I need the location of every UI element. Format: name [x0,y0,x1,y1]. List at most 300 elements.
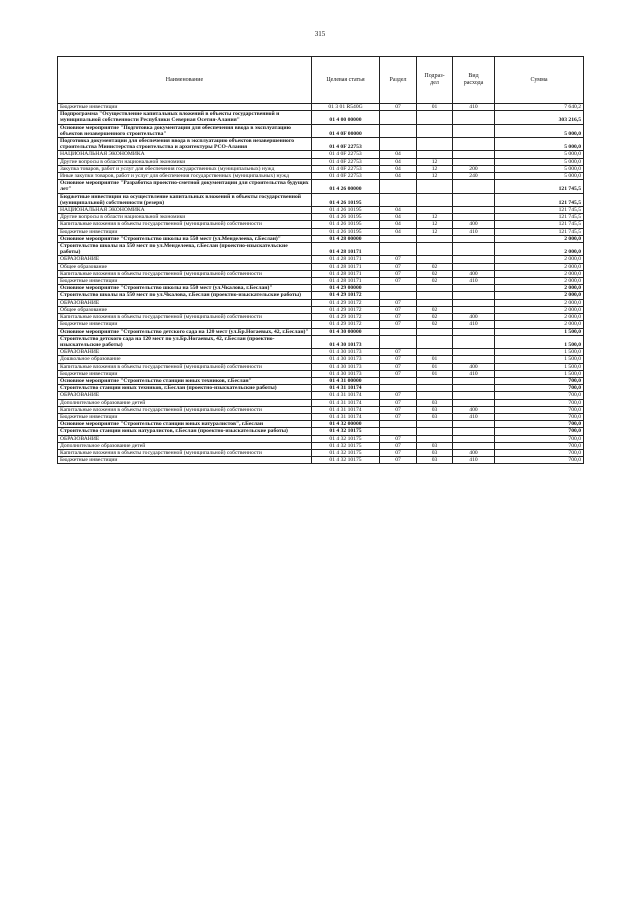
cell-expense-type: 410 [453,104,495,111]
cell-name: Другие вопросы в области национальной экономики [58,214,312,221]
cell-subsection [417,207,453,214]
cell-target-code: 01 4 0F 22753 [312,165,380,172]
cell-name: Другие вопросы в области национальной экономики [58,158,312,165]
cell-target-code: 01 4 30 10173 [312,349,380,356]
cell-name: Строительство школы на 550 мест по ул.Чкалова, г.Беслан (проектно-изыскательские работы) [58,292,312,299]
cell-target-code: 01 4 26 10195 [312,214,380,221]
cell-expense-type [453,207,495,214]
cell-section [380,385,417,392]
cell-name: Бюджетные инвестиции [58,370,312,377]
cell-expense-type [453,435,495,442]
cell-sum: 1 500,0 [495,349,584,356]
cell-expense-type [453,428,495,435]
cell-expense-type [453,356,495,363]
cell-sum: 2 000,0 [495,285,584,292]
cell-subsection [417,377,453,384]
cell-target-code: 01 3 01 R540G [312,104,380,111]
table-body [58,104,584,464]
cell-target-code: 01 4 00 00000 [312,111,380,124]
cell-section: 07 [380,278,417,285]
cell-name: Основное мероприятие "Строительство станции юных техников, г.Беслан" [58,377,312,384]
cell-expense-type [453,235,495,242]
cell-expense-type [453,111,495,124]
cell-section: 04 [380,207,417,214]
cell-target-code: 01 4 26 00000 [312,180,380,193]
cell-target-code: 01 4 29 10172 [312,321,380,328]
cell-section [380,328,417,335]
cell-expense-type: 400 [453,406,495,413]
cell-subsection [417,235,453,242]
table-row [58,421,584,428]
cell-expense-type: 410 [453,278,495,285]
table-header [58,57,584,104]
cell-name: Бюджетные инвестиции на осуществление капитальных вложений в объекты государственной (муниципальной) собственности (резерв) [58,193,312,206]
cell-sum: 1 500,0 [495,370,584,377]
cell-expense-type: 410 [453,228,495,235]
table-row [58,349,584,356]
cell-name: Бюджетные инвестиции [58,278,312,285]
table-row [58,285,584,292]
cell-name: Дошкольное образование [58,356,312,363]
cell-subsection [417,421,453,428]
cell-expense-type [453,124,495,137]
cell-section: 07 [380,370,417,377]
table-row [58,138,584,151]
cell-section [380,235,417,242]
cell-expense-type [453,256,495,263]
table-row [58,428,584,435]
cell-sum: 2 000,0 [495,292,584,299]
cell-target-code: 01 4 0F 22753 [312,173,380,180]
cell-sum: 2 000,0 [495,235,584,242]
cell-name: ОБРАЗОВАНИЕ [58,392,312,399]
cell-subsection [417,392,453,399]
cell-name: Строительство станции юных техников, г.Беслан (проектно-изыскательские работы) [58,385,312,392]
cell-name: Подпрограмма "Осуществление капитальных вложений в объекты государственной и муниципальной собственности Республики Северная Осетия-Алания" [58,111,312,124]
cell-subsection: 03 [417,449,453,456]
cell-sum: 2 000,0 [495,306,584,313]
cell-subsection: 12 [417,158,453,165]
table-row [58,180,584,193]
cell-sum: 121 745,5 [495,193,584,206]
cell-target-code: 01 4 31 00000 [312,377,380,384]
cell-name: Иные закупки товаров, работ и услуг для обеспечения государственных (муниципальных) нужд [58,173,312,180]
cell-subsection: 12 [417,214,453,221]
cell-subsection: 01 [417,370,453,377]
table-row [58,263,584,270]
header-section: Раздел [380,57,417,104]
cell-section: 04 [380,214,417,221]
cell-expense-type [453,263,495,270]
cell-expense-type [453,151,495,158]
cell-sum: 121 745,5 [495,214,584,221]
cell-subsection: 12 [417,173,453,180]
cell-target-code: 01 4 28 10171 [312,270,380,277]
cell-target-code: 01 4 32 10175 [312,457,380,464]
table-row [58,435,584,442]
cell-sum: 121 745,5 [495,221,584,228]
cell-section [380,377,417,384]
cell-name: Дополнительное образование детей [58,442,312,449]
cell-subsection: 01 [417,104,453,111]
cell-target-code: 01 4 28 10171 [312,243,380,256]
cell-subsection [417,428,453,435]
cell-sum: 700,0 [495,413,584,420]
cell-target-code: 01 4 28 10171 [312,263,380,270]
cell-sum: 5 000,0 [495,124,584,137]
cell-expense-type: 410 [453,413,495,420]
cell-sum: 121 745,5 [495,228,584,235]
cell-section [380,180,417,193]
cell-section: 07 [380,299,417,306]
cell-expense-type: 400 [453,270,495,277]
cell-subsection: 02 [417,278,453,285]
cell-subsection [417,111,453,124]
cell-name: Основное мероприятие "Строительство школы на 550 мест (ул.Менделеева, г.Беслан)" [58,235,312,242]
table-row [58,328,584,335]
cell-name: НАЦИОНАЛЬНАЯ ЭКОНОМИКА [58,207,312,214]
cell-expense-type: 410 [453,457,495,464]
table-row [58,392,584,399]
table-row [58,235,584,242]
cell-name: Строительство станции юных натуралистов, г.Беслан (проектно-изыскательские работы) [58,428,312,435]
cell-sum: 1 500,0 [495,328,584,335]
cell-name: Основное мероприятие "Разработка проектно-сметной документации для строительства будущих лет" [58,180,312,193]
table-row [58,442,584,449]
cell-sum: 700,0 [495,392,584,399]
cell-subsection [417,435,453,442]
cell-sum: 1 500,0 [495,356,584,363]
cell-name: Основное мероприятие "Строительство детского сада на 120 мест (ул.Бр.Ногаевых, 42, г.Беслан)" [58,328,312,335]
cell-subsection: 01 [417,363,453,370]
table-row [58,457,584,464]
table-row [58,314,584,321]
cell-section [380,292,417,299]
cell-sum: 2 000,0 [495,299,584,306]
cell-target-code: 01 4 31 10174 [312,385,380,392]
cell-subsection [417,256,453,263]
cell-sum: 5 000,0 [495,158,584,165]
table-row [58,124,584,137]
table-row [58,243,584,256]
cell-subsection: 12 [417,165,453,172]
table-row [58,413,584,420]
cell-section [380,428,417,435]
cell-subsection: 01 [417,356,453,363]
cell-sum: 2 000,0 [495,321,584,328]
table-row [58,270,584,277]
cell-expense-type [453,299,495,306]
cell-target-code: 01 4 26 10195 [312,221,380,228]
cell-expense-type: 400 [453,363,495,370]
cell-sum: 700,0 [495,406,584,413]
cell-subsection [417,349,453,356]
cell-section: 07 [380,356,417,363]
cell-section: 04 [380,173,417,180]
cell-section: 07 [380,435,417,442]
cell-section: 07 [380,457,417,464]
cell-section: 07 [380,263,417,270]
cell-subsection [417,285,453,292]
table-row [58,385,584,392]
cell-sum: 121 745,5 [495,180,584,193]
cell-subsection [417,180,453,193]
header-code: Целевая статья [312,57,380,104]
table-row [58,151,584,158]
cell-name: Строительство школы на 550 мест по ул.Менделеева, г.Беслан (проектно-изыскательские работы) [58,243,312,256]
table-row [58,299,584,306]
cell-sum: 5 000,0 [495,173,584,180]
cell-section [380,111,417,124]
cell-expense-type [453,442,495,449]
cell-expense-type [453,138,495,151]
cell-target-code: 01 4 30 10173 [312,370,380,377]
cell-expense-type [453,180,495,193]
cell-subsection: 03 [417,413,453,420]
cell-name: Бюджетные инвестиции [58,228,312,235]
table-row [58,104,584,111]
cell-sum: 700,0 [495,449,584,456]
cell-target-code: 01 4 0F 22753 [312,158,380,165]
cell-sum: 1 500,0 [495,363,584,370]
cell-sum: 5 000,0 [495,138,584,151]
cell-subsection [417,138,453,151]
cell-expense-type [453,292,495,299]
cell-name: Бюджетные инвестиции [58,413,312,420]
cell-name: Основное мероприятие "Строительство школы на 550 мест (ул.Чкалова, г.Беслан)" [58,285,312,292]
cell-target-code: 01 4 30 10173 [312,335,380,348]
cell-subsection: 03 [417,442,453,449]
table-row [58,306,584,313]
cell-sum: 700,0 [495,377,584,384]
table-row [58,193,584,206]
cell-section: 04 [380,158,417,165]
cell-expense-type [453,377,495,384]
cell-name: Закупка товаров, работ и услуг для обеспечения государственных (муниципальных) нужд [58,165,312,172]
cell-name: ОБРАЗОВАНИЕ [58,435,312,442]
cell-subsection [417,151,453,158]
cell-target-code: 01 4 26 10195 [312,228,380,235]
cell-expense-type: 200 [453,165,495,172]
cell-target-code: 01 4 30 00000 [312,328,380,335]
cell-sum: 700,0 [495,399,584,406]
cell-name: Капитальные вложения в объекты государственной (муниципальной) собственности [58,406,312,413]
cell-expense-type [453,349,495,356]
cell-section [380,285,417,292]
table-row [58,256,584,263]
cell-expense-type [453,328,495,335]
cell-section: 07 [380,392,417,399]
cell-section: 07 [380,349,417,356]
table-row [58,173,584,180]
cell-subsection [417,124,453,137]
cell-sum: 303 216,5 [495,111,584,124]
table-row [58,335,584,348]
cell-section: 04 [380,221,417,228]
table-row [58,278,584,285]
cell-section [380,243,417,256]
cell-subsection: 03 [417,399,453,406]
cell-subsection: 02 [417,263,453,270]
cell-sum: 5 000,0 [495,165,584,172]
cell-subsection: 02 [417,314,453,321]
cell-section: 07 [380,104,417,111]
table-row [58,207,584,214]
cell-expense-type [453,193,495,206]
cell-name: Бюджетные инвестиции [58,104,312,111]
cell-name: Капитальные вложения в объекты государственной (муниципальной) собственности [58,314,312,321]
cell-subsection: 02 [417,270,453,277]
cell-expense-type [453,385,495,392]
table-row [58,406,584,413]
cell-expense-type [453,214,495,221]
cell-section: 07 [380,314,417,321]
table-row [58,158,584,165]
cell-target-code: 01 4 28 10171 [312,256,380,263]
cell-sum: 700,0 [495,385,584,392]
cell-subsection [417,299,453,306]
cell-sum: 700,0 [495,428,584,435]
cell-section [380,124,417,137]
cell-sum: 700,0 [495,442,584,449]
cell-expense-type: 400 [453,221,495,228]
cell-name: Бюджетные инвестиции [58,457,312,464]
cell-expense-type [453,285,495,292]
cell-target-code: 01 4 0F 00000 [312,124,380,137]
cell-sum: 2 000,0 [495,270,584,277]
cell-section [380,138,417,151]
cell-sum: 700,0 [495,457,584,464]
cell-section: 07 [380,270,417,277]
table-row [58,370,584,377]
cell-target-code: 01 4 32 10175 [312,449,380,456]
cell-subsection [417,193,453,206]
cell-name: Строительство детского сада на 120 мест по ул.Бр.Ногаевых, 42, г.Беслан (проектно-изыскательские работы) [58,335,312,348]
cell-target-code: 01 4 32 10175 [312,435,380,442]
cell-expense-type [453,421,495,428]
cell-sum: 2 000,0 [495,256,584,263]
cell-section: 07 [380,363,417,370]
cell-expense-type [453,335,495,348]
cell-expense-type [453,399,495,406]
cell-target-code: 01 4 28 00000 [312,235,380,242]
cell-target-code: 01 4 31 10174 [312,406,380,413]
cell-section: 04 [380,151,417,158]
cell-name: НАЦИОНАЛЬНАЯ ЭКОНОМИКА [58,151,312,158]
cell-expense-type: 400 [453,449,495,456]
cell-section: 07 [380,399,417,406]
cell-expense-type: 410 [453,321,495,328]
budget-table [57,56,584,464]
cell-subsection [417,292,453,299]
table-row [58,221,584,228]
cell-subsection: 02 [417,321,453,328]
cell-target-code: 01 4 26 10195 [312,193,380,206]
cell-sum: 700,0 [495,435,584,442]
cell-sum: 2 000,0 [495,263,584,270]
header-expense-type: Вид расхода [453,57,495,104]
header-name: Наименование [58,57,312,104]
table-row [58,165,584,172]
cell-subsection: 03 [417,457,453,464]
cell-subsection: 12 [417,221,453,228]
cell-target-code: 01 4 30 10173 [312,356,380,363]
cell-target-code: 01 4 26 10195 [312,207,380,214]
cell-target-code: 01 4 0F 22753 [312,151,380,158]
cell-section: 07 [380,306,417,313]
cell-name: Общее образование [58,263,312,270]
cell-target-code: 01 4 29 10172 [312,292,380,299]
cell-section: 07 [380,321,417,328]
cell-subsection [417,385,453,392]
cell-target-code: 01 4 32 10175 [312,428,380,435]
cell-target-code: 01 4 31 10174 [312,399,380,406]
cell-name: Капитальные вложения в объекты государственной (муниципальной) собственности [58,270,312,277]
cell-section: 07 [380,413,417,420]
cell-expense-type: 400 [453,314,495,321]
cell-name: Капитальные вложения в объекты государственной (муниципальной) собственности [58,221,312,228]
cell-sum: 700,0 [495,421,584,428]
cell-section: 07 [380,406,417,413]
table-row [58,356,584,363]
cell-sum: 2 000,0 [495,314,584,321]
cell-subsection [417,243,453,256]
table-row [58,449,584,456]
table-row [58,228,584,235]
cell-target-code: 01 4 29 10172 [312,299,380,306]
cell-sum: 2 000,0 [495,278,584,285]
cell-subsection: 03 [417,406,453,413]
cell-name: Основное мероприятие "Строительство станции юных натуралистов", г.Беслан [58,421,312,428]
cell-name: Основное мероприятие "Подготовка документации для обеспечения ввода в эксплуатацию объектов незавершенного строительства" [58,124,312,137]
cell-section: 04 [380,165,417,172]
cell-section: 07 [380,449,417,456]
cell-target-code: 01 4 30 10173 [312,363,380,370]
cell-subsection [417,328,453,335]
cell-subsection: 12 [417,228,453,235]
table-row [58,292,584,299]
cell-name: ОБРАЗОВАНИЕ [58,256,312,263]
cell-target-code: 01 4 29 00000 [312,285,380,292]
cell-subsection: 02 [417,306,453,313]
table-row [58,214,584,221]
cell-name: Бюджетные инвестиции [58,321,312,328]
cell-section: 07 [380,442,417,449]
cell-expense-type: 410 [453,370,495,377]
cell-target-code: 01 4 29 10172 [312,306,380,313]
cell-expense-type [453,306,495,313]
cell-sum: 5 000,0 [495,151,584,158]
cell-name: Подготовка документации для обеспечения ввода в эксплуатацию объектов незавершенного строительства Министерства строительства и архитектуры РСО-Алания [58,138,312,151]
cell-expense-type [453,392,495,399]
cell-target-code: 01 4 31 10174 [312,413,380,420]
cell-section [380,193,417,206]
cell-target-code: 01 4 29 10172 [312,314,380,321]
cell-target-code: 01 4 32 10175 [312,442,380,449]
cell-section: 07 [380,256,417,263]
cell-target-code: 01 4 32 00000 [312,421,380,428]
cell-section: 04 [380,228,417,235]
table-row [58,111,584,124]
header-sum: Сумма [495,57,584,104]
cell-subsection [417,335,453,348]
cell-expense-type [453,158,495,165]
table-row [58,321,584,328]
cell-name: Капитальные вложения в объекты государственной (муниципальной) собственности [58,363,312,370]
cell-section [380,421,417,428]
cell-expense-type: 240 [453,173,495,180]
cell-name: Дополнительное образование детей [58,399,312,406]
